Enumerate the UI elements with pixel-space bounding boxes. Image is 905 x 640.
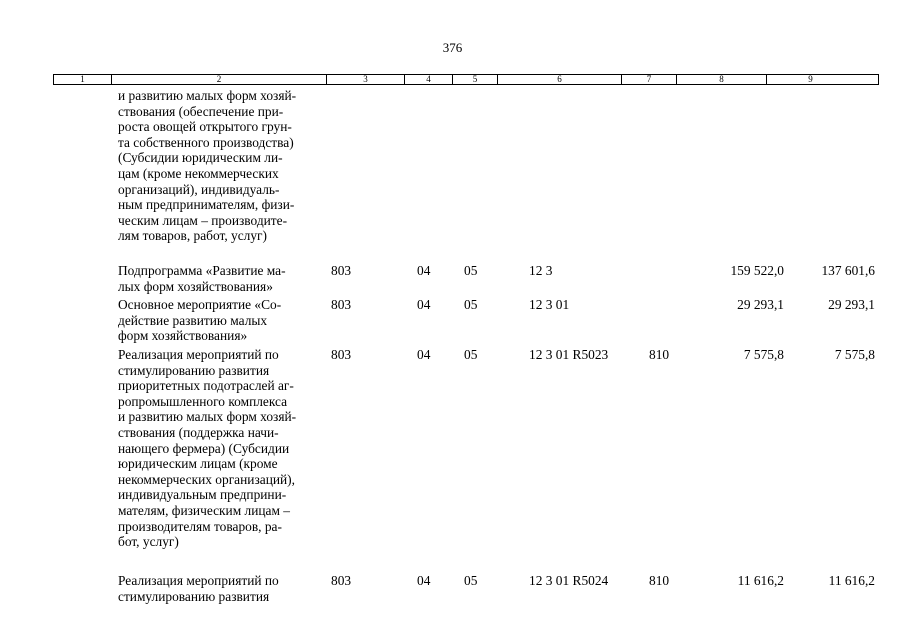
column-header-7: 7 [622,75,677,84]
row-col5: 05 [464,347,478,362]
row-col6: 12 3 [529,263,553,278]
row-col9: 29 293,1 [828,297,875,312]
column-header-8: 8 [677,75,767,84]
row-col9: 7 575,8 [834,347,875,362]
row-col6: 12 3 01 [529,297,570,312]
row-col4: 04 [417,573,431,588]
row-name: Подпрограмма «Развитие ма- лых форм хозяйствования» [118,263,286,294]
row-col8: 11 616,2 [737,573,784,588]
row-name: Реализация мероприятий по стимулированию развития приоритетных подотраслей аг- ропромышленного комплекса и развитию малых форм хозяй- ствования (поддержка начи- нающего фермера) (Субсидии юридическим лицам (кроме некоммерческих организаций), индивидуальным предприни- мателям, физическим лицам – производителям товаров, ра- бот, услуг) [118,347,297,550]
row-col8: 29 293,1 [737,297,784,312]
column-header-9: 9 [808,74,813,84]
row-col9: 11 616,2 [828,573,875,588]
column-header-6: 6 [498,75,622,84]
row-col3: 803 [331,573,352,588]
row-col7: 810 [649,347,670,362]
row-name: Реализация мероприятий по стимулированию развития [118,573,279,604]
page-number: 376 [442,40,463,55]
continuation-text: и развитию малых форм хозяй- ствования (обеспечение при- роста овощей открытого грун- та собственного производства) (Субсидии юридическим ли- цам (кроме некоммерческих организаций), индивидуаль- ным предпринимателям, физи- ческим лицам – производите- лям товаров, работ, услуг) [118,88,297,244]
row-col4: 04 [417,297,431,312]
row-col4: 04 [417,347,431,362]
row-col6: 12 3 01 R5023 [529,347,609,362]
column-header-3: 3 [327,75,405,84]
column-header-5: 5 [453,75,498,84]
row-col4: 04 [417,263,431,278]
column-header-4: 4 [405,75,453,84]
row-col5: 05 [464,573,478,588]
row-col7: 810 [649,573,670,588]
row-col3: 803 [331,347,352,362]
row-col6: 12 3 01 R5024 [529,573,609,588]
row-col8: 7 575,8 [743,347,784,362]
row-name: Основное мероприятие «Со- действие развитию малых форм хозяйствования» [118,297,282,344]
row-col9: 137 601,6 [821,263,875,278]
column-header-2: 2 [112,75,327,84]
row-col3: 803 [331,297,352,312]
row-col8: 159 522,0 [730,263,784,278]
row-col5: 05 [464,263,478,278]
table-header-row [53,74,879,85]
row-col5: 05 [464,297,478,312]
row-col3: 803 [331,263,352,278]
column-header-1: 1 [54,75,112,84]
